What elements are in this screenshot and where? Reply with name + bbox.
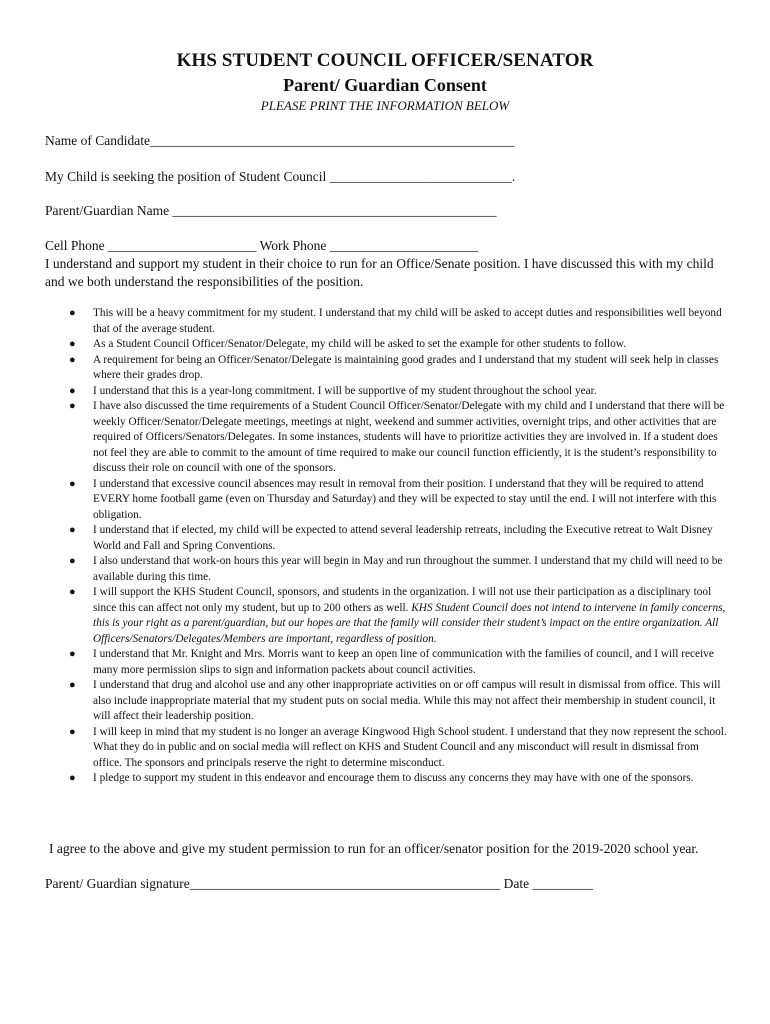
- bullet-icon: ●: [69, 338, 76, 350]
- list-item: [45, 554, 727, 585]
- list-item-text: I understand that if elected, my child will be expected to attend several leadership retreats, including the Executive retreat to Walt Disney World and Fall and Spring Conventions.: [93, 524, 713, 552]
- list-item-italic-note: KHS Student Council does not intend to intervene in family concerns, this is your right as a parent/guardian, but our hopes are that the family will consider their student’s impact on the entire organization. All Officers/Senators/Delegates/Members are important, regardless of position.: [93, 601, 726, 645]
- bullet-icon: ●: [69, 648, 76, 660]
- bullet-icon: ●: [69, 772, 76, 784]
- list-item: [45, 771, 727, 787]
- phone-fields[interactable]: Cell Phone ______________________ Work Phone ______________________: [45, 238, 479, 253]
- bullet-icon: ●: [69, 725, 76, 738]
- list-item: [45, 647, 727, 678]
- form-title: KHS STUDENT COUNCIL OFFICER/SENATOR: [176, 50, 594, 71]
- list-item-text: I will keep in mind that my student is no longer an average Kingwood High School student. I understand that they now represent the school. What they do in public and on social media will reflect on KHS and Student Council and any misconduct will result in dismissal from office. The sponsors and principals reserve the right to determine misconduct.: [93, 725, 727, 769]
- list-item: [45, 585, 727, 647]
- bullet-icon: ●: [69, 400, 76, 412]
- list-item-text: I understand that excessive council absences may result in removal from their position. I understand that they will be required to attend EVERY home football game (even on Thursday and Saturday) and they will be expected to stay until the end. I will not interfere with this obligation.: [93, 477, 717, 521]
- list-item-text: I pledge to support my student in this endeavor and encourage them to discuss any concerns they may have with one of the sponsors.: [93, 772, 694, 784]
- responsibility-list: [45, 306, 727, 787]
- list-item-text: I have also discussed the time requirements of a Student Council Officer/Senator/Delegate with my child and I understand that there will be weekly Officer/Senator/Delegate meetings, meetings at night, weekend and summer activities, overnight trips, and other activities that are required of Officers/Senators/Delegates. In some instances, students will have to prioritize activities they are involved in. If a student does not feel they are able to commit to the amount of time required to make our council function efficiently, it is the student’s responsibility to discuss their role on council with one of the sponsors.: [93, 400, 725, 474]
- list-item-text: I understand that drug and alcohol use and any other inappropriate activities on or off campus will result in dismissal from office. This will also include inappropriate material that my student puts on social media. While this may not affect their membership in student council, it will affect their leadership position.: [93, 679, 721, 722]
- list-item: [45, 523, 727, 554]
- list-item: [45, 337, 727, 353]
- position-field[interactable]: My Child is seeking the position of Student Council ___________________________.: [45, 169, 516, 184]
- list-item: [45, 384, 727, 400]
- list-item-text: I also understand that work-on hours this year will begin in May and run throughout the summer. I understand that my child will need to be available during this time.: [93, 555, 723, 583]
- bullet-icon: ●: [69, 555, 76, 567]
- list-item: [45, 306, 727, 337]
- print-instruction: PLEASE PRINT THE INFORMATION BELOW: [260, 98, 510, 113]
- list-item: [45, 353, 727, 384]
- candidate-name-field[interactable]: Name of Candidate______________________________________________________: [45, 133, 515, 148]
- bullet-icon: ●: [69, 477, 76, 490]
- list-item-text: I understand that Mr. Knight and Mrs. Morris want to keep an open line of communication with the families of council, and I will receive many more permission slips to sign and information packets about council activities.: [93, 648, 714, 676]
- list-item-text: As a Student Council Officer/Senator/Delegate, my child will be asked to set the example for other students to follow.: [93, 338, 627, 350]
- list-item: [45, 477, 727, 524]
- bullet-icon: ●: [69, 307, 76, 319]
- list-item-text: This will be a heavy commitment for my student. I understand that my child will be asked to accept duties and responsibilities well beyond that of the average student.: [93, 307, 722, 335]
- agreement-statement: I agree to the above and give my student permission to run for an officer/senator position for the 2019-2020 school year.: [49, 841, 699, 856]
- list-item: [45, 725, 727, 772]
- list-item-text: A requirement for being an Officer/Senator/Delegate is maintaining good grades and I understand that my student will seek help in classes where their grades drop.: [93, 353, 719, 381]
- form-subtitle: Parent/ Guardian Consent: [283, 75, 487, 95]
- bullet-icon: ●: [69, 679, 76, 691]
- signature-date-field[interactable]: Parent/ Guardian signature______________________________________________ Date _________: [45, 876, 594, 891]
- list-item: [45, 399, 727, 477]
- bullet-icon: ●: [69, 586, 76, 598]
- intro-paragraph: I understand and support my student in their choice to run for an Office/Senate position. I have discussed this with my child and we both understand the responsibilities of the position.: [45, 256, 714, 289]
- parent-name-field[interactable]: Parent/Guardian Name ________________________________________________: [45, 203, 497, 218]
- bullet-icon: ●: [69, 353, 76, 366]
- bullet-icon: ●: [69, 384, 76, 397]
- list-item: [45, 678, 727, 725]
- list-item-text: I will support the KHS Student Council, sponsors, and students in the organization. I will not use their participation as a disciplinary tool since this can affect not only my student, but up to 200 others as well.: [93, 586, 712, 614]
- list-item-text: I understand that this is a year-long commitment. I will be supportive of my student throughout the school year.: [93, 384, 597, 397]
- bullet-icon: ●: [69, 524, 76, 536]
